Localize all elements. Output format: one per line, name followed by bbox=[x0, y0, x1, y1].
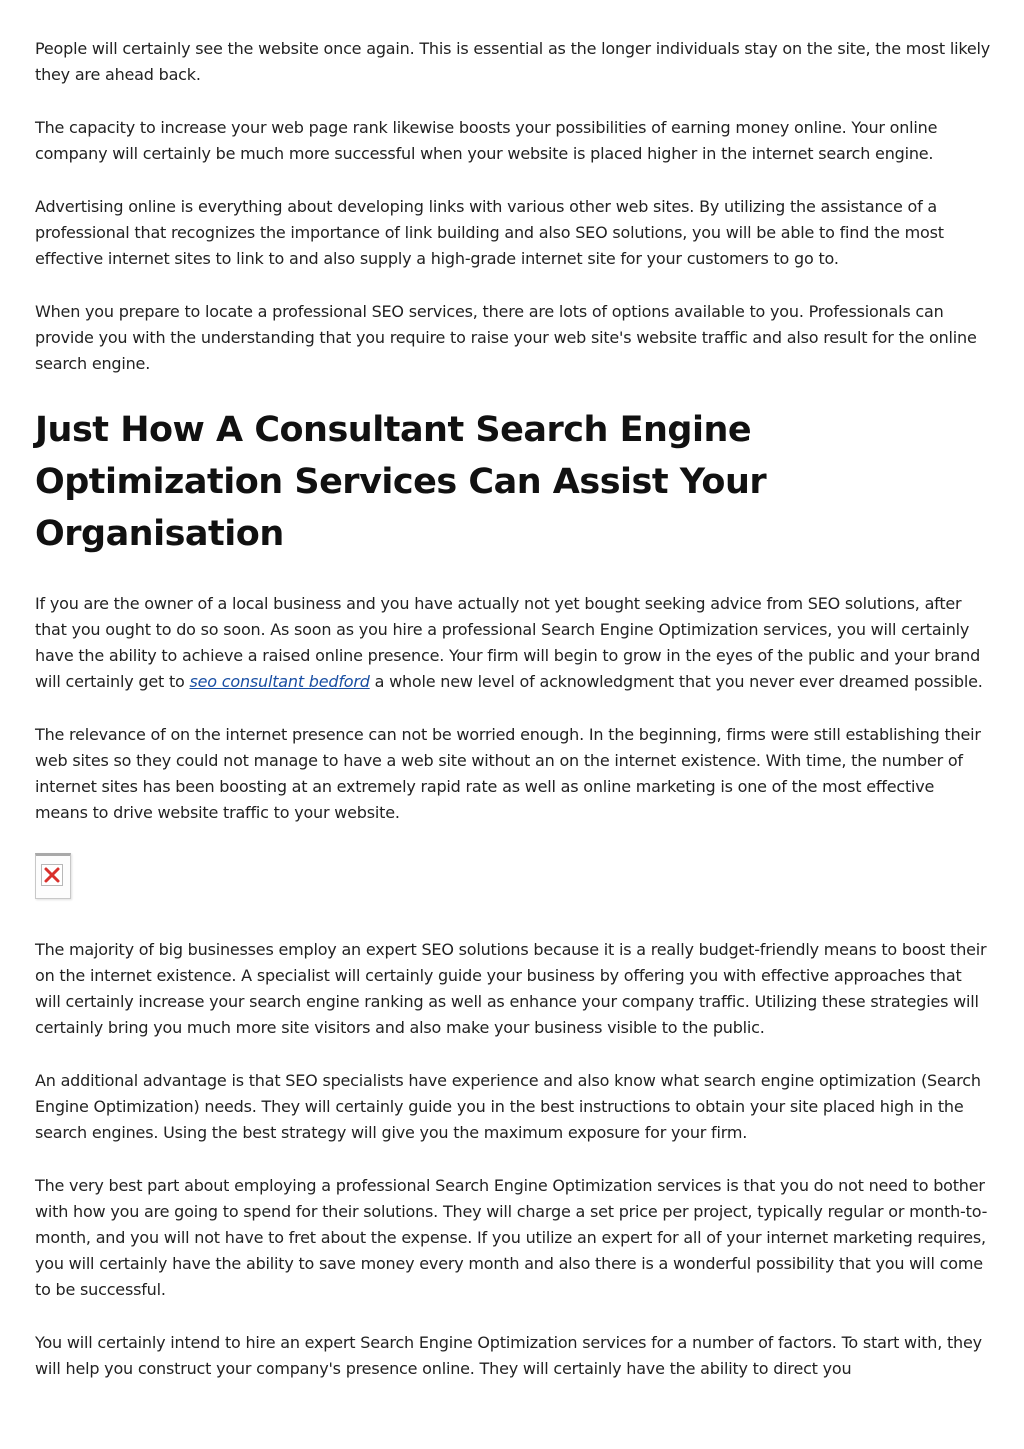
broken-image-icon bbox=[35, 853, 71, 899]
paragraph-best-part: The very best part about employing a professional Search Engine Optimization services is that you do not need to bother with how you are going to spend for their solutions. They will charge a set price per project, typically regular or month-to-month, and you will not have to fret about the expense. If you utilize an expert for all of your internet marketing requires, you will certainly have the ability to save money every month and also there is a wonderful possibility that you will come to be successful. bbox=[35, 1176, 988, 1299]
paragraph-local-business bbox=[35, 591, 991, 695]
paragraph-page-rank: The capacity to increase your web page rank likewise boosts your possibilities of earning money online. Your online company will certainly be much more successful when your website is placed higher in the internet search engine. bbox=[35, 118, 938, 163]
seo-consultant-link[interactable]: seo consultant bedford bbox=[189, 672, 370, 691]
paragraph-big-businesses: The majority of big businesses employ an expert SEO solutions because it is a really budget-friendly means to boost their on the internet existence. A specialist will certainly guide your business by offering you with effective approaches that will certainly increase your search engine ranking as well as enhance your company traffic. Utilizing these strategies will certainly bring you much more site visitors and also make your business visible to the public. bbox=[35, 940, 987, 1037]
link-paragraph-after: a whole new level of acknowledgment that you never ever dreamed possible. bbox=[369, 672, 983, 691]
paragraph-additional-advantage: An additional advantage is that SEO specialists have experience and also know what search engine optimization (Search Engine Optimization) needs. They will certainly guide you in the best instructions to obtain your site placed high in the search engines. Using the best strategy will give you the maximum exposure for your firm. bbox=[35, 1071, 981, 1142]
paragraph-link-building: Advertising online is everything about developing links with various other web sites. By utilizing the assistance of a professional that recognizes the importance of link building and also SEO solutions, you will be able to find the most effective internet sites to link to and also supply a high-grade internet site for your customers to go to. bbox=[35, 197, 944, 268]
paragraph-relevance: The relevance of on the internet presence can not be worried enough. In the beginning, firms were still establishing their web sites so they could not manage to have a web site without an on the internet existence. With time, the number of internet sites has been boosting at an extremely rapid rate as well as online marketing is one of the most effective means to drive website traffic to your website. bbox=[35, 725, 981, 822]
broken-image-x-icon bbox=[41, 864, 63, 886]
paragraph-revisit: People will certainly see the website once again. This is essential as the longer individuals stay on the site, the most likely they are ahead back. bbox=[35, 39, 990, 84]
paragraph-hire-expert: You will certainly intend to hire an expert Search Engine Optimization services for a number of factors. To start with, they will help you construct your company's presence online. They will certainly have the ability to direct you bbox=[35, 1333, 982, 1378]
article-body bbox=[35, 36, 991, 1409]
section-heading: Just How A Consultant Search Engine Optimization Services Can Assist Your Organisation bbox=[35, 410, 767, 554]
link-paragraph-before: If you are the owner of a local business and you have actually not yet bought seeking advice from SEO solutions, after that you ought to do so soon. As soon as you hire a professional Search Engine Optimization services, you will certainly have the ability to achieve a raised online presence. Your firm will begin to grow in the eyes of the public and your brand will certainly get to bbox=[35, 594, 981, 691]
paragraph-locate-professional: When you prepare to locate a professional SEO services, there are lots of options available to you. Professionals can provide you with the understanding that you require to raise your web site's website traffic and also result for the online search engine. bbox=[35, 302, 977, 373]
